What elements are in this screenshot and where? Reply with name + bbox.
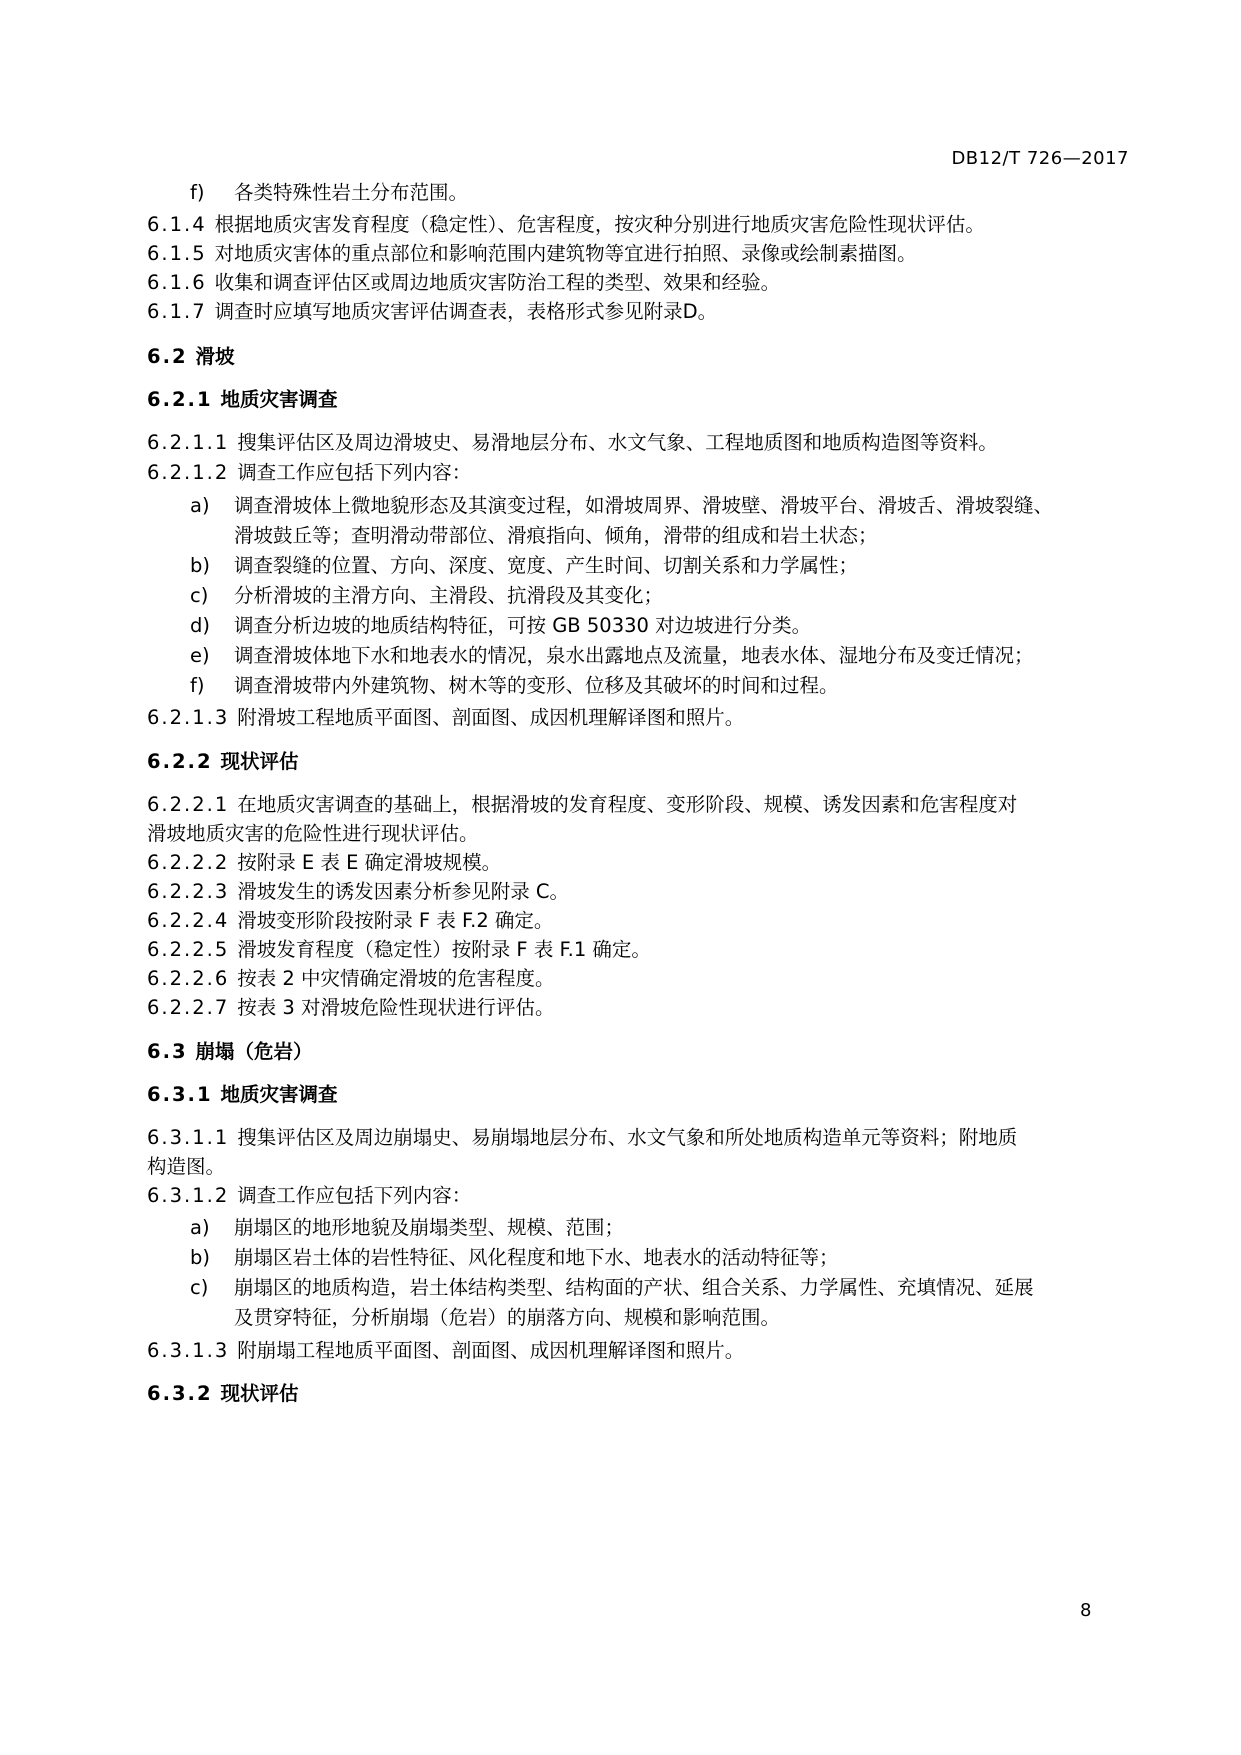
clause-number: 6.2.2.3	[147, 880, 230, 903]
item-text: 崩塌区岩土体的岩性特征、风化程度和地下水、地表水的活动特征等；	[234, 1246, 839, 1269]
clause-text: 收集和调查评估区或周边地质灾害防治工程的类型、效果和经验。	[214, 271, 781, 294]
clause-text: 按附录 E 表 E 确定滑坡规模。	[237, 851, 502, 874]
clause-6-3-1-1-continuation: 构造图。	[147, 1155, 226, 1178]
list-item-a	[190, 491, 1130, 521]
clause-text: 附崩塌工程地质平面图、剖面图、成因机理解译图和照片。	[237, 1339, 745, 1362]
clause-number: 6.2.2.7	[147, 996, 230, 1019]
section-number: 6.3	[147, 1040, 188, 1063]
clause-6-2-1-1	[147, 428, 1127, 458]
list-item-f	[190, 671, 1130, 701]
item-label: c)	[190, 584, 209, 607]
list-item-c	[190, 581, 1130, 611]
item-text: 调查滑坡体地下水和地表水的情况，泉水出露地点及流量，地表水体、湿地分布及变迁情况；	[234, 644, 1034, 667]
clause-6-1-4	[147, 210, 1127, 240]
clause-text: 附滑坡工程地质平面图、剖面图、成因机理解译图和照片。	[237, 706, 745, 729]
clause-number: 6.1.6	[147, 271, 207, 294]
item-label: a)	[190, 494, 210, 517]
item-label: a)	[190, 1216, 210, 1239]
clause-6-2-2-7	[147, 993, 1127, 1023]
list-item-c	[190, 1273, 1130, 1303]
item-text: 调查滑坡体上微地貌形态及其演变过程，如滑坡周界、滑坡壁、滑坡平台、滑坡舌、滑坡裂缝、	[234, 494, 1054, 517]
section-number: 6.3.2	[147, 1382, 213, 1405]
section-heading-6-3	[147, 1037, 1127, 1067]
item-label: f)	[190, 674, 205, 697]
clause-text: 按表 2 中灾情确定滑坡的危害程度。	[237, 967, 555, 990]
clause-number: 6.1.5	[147, 242, 207, 265]
clause-6-3-1-2	[147, 1181, 1127, 1211]
clause-text: 滑坡变形阶段按附录 F 表 F.2 确定。	[237, 909, 554, 932]
section-number: 6.2.1	[147, 388, 213, 411]
item-text: 调查分析边坡的地质结构特征，可按 GB 50330 对边坡进行分类。	[234, 614, 812, 637]
section-title: 地质灾害调查	[220, 1083, 338, 1106]
clause-6-1-5	[147, 239, 1127, 269]
page-number: 8	[1080, 1600, 1092, 1621]
clause-text: 滑坡发生的诱发因素分析参见附录 C。	[237, 880, 570, 903]
clause-6-2-2-2	[147, 848, 1127, 878]
clause-number: 6.2.1.2	[147, 461, 230, 484]
clause-6-2-2-1	[147, 790, 1127, 820]
clause-number: 6.3.1.1	[147, 1126, 230, 1149]
clause-text: 调查工作应包括下列内容：	[237, 461, 472, 484]
list-item-f	[190, 178, 1130, 208]
item-text: 分析滑坡的主滑方向、主滑段、抗滑段及其变化；	[234, 584, 664, 607]
clause-text: 根据地质灾害发育程度（稳定性）、危害程度，按灾种分别进行地质灾害危险性现状评估。	[214, 213, 985, 236]
list-item-b	[190, 551, 1130, 581]
clause-number: 6.2.2.5	[147, 938, 230, 961]
clause-number: 6.1.7	[147, 300, 207, 323]
clause-text: 对地质灾害体的重点部位和影响范围内建筑物等宜进行拍照、录像或绘制素描图。	[214, 242, 917, 265]
clause-6-3-1-3	[147, 1336, 1127, 1366]
section-number: 6.2	[147, 345, 188, 368]
item-text: 崩塌区的地形地貌及崩塌类型、规模、范围；	[234, 1216, 625, 1239]
item-label: c)	[190, 1276, 209, 1299]
clause-6-1-6	[147, 268, 1127, 298]
list-item-d	[190, 611, 1130, 641]
item-text: 调查滑坡带内外建筑物、树木等的变形、位移及其破坏的时间和过程。	[234, 674, 839, 697]
clause-6-2-1-3	[147, 703, 1127, 733]
section-heading-6-2-1	[147, 385, 1127, 415]
clause-number: 6.3.1.3	[147, 1339, 230, 1362]
section-title: 现状评估	[220, 1382, 299, 1405]
list-item-e	[190, 641, 1130, 671]
section-heading-6-3-2	[147, 1379, 1127, 1409]
item-label: f)	[190, 181, 205, 204]
clause-text: 调查时应填写地质灾害评估调查表，表格形式参见附录D。	[214, 300, 718, 323]
list-item-a	[190, 1213, 1130, 1243]
item-label: e)	[190, 644, 210, 667]
clause-text: 在地质灾害调查的基础上，根据滑坡的发育程度、变形阶段、规模、诱发因素和危害程度对	[237, 793, 1018, 816]
section-heading-6-3-1	[147, 1080, 1127, 1110]
clause-number: 6.2.1.1	[147, 431, 230, 454]
item-text: 调查裂缝的位置、方向、深度、宽度、产生时间、切割关系和力学属性；	[234, 554, 859, 577]
clause-6-3-1-1	[147, 1123, 1127, 1153]
item-text: 崩塌区的地质构造，岩土体结构类型、结构面的产状、组合关系、力学属性、充填情况、延展	[234, 1276, 1034, 1299]
item-text: 各类特殊性岩土分布范围。	[234, 181, 469, 204]
clause-6-2-2-3	[147, 877, 1127, 907]
section-heading-6-2-2	[147, 747, 1127, 777]
document-code: DB12/T 726—2017	[951, 148, 1129, 169]
item-label: b)	[190, 1246, 210, 1269]
section-title: 现状评估	[220, 750, 299, 773]
section-title: 地质灾害调查	[220, 388, 338, 411]
clause-6-2-1-2	[147, 458, 1127, 488]
clause-6-2-2-4	[147, 906, 1127, 936]
clause-6-2-2-1-continuation: 滑坡地质灾害的危险性进行现状评估。	[147, 822, 479, 845]
item-label: b)	[190, 554, 210, 577]
clause-number: 6.2.2.2	[147, 851, 230, 874]
list-item-a-continuation: 滑坡鼓丘等；查明滑动带部位、滑痕指向、倾角，滑带的组成和岩土状态；	[234, 524, 878, 547]
section-title: 崩塌（危岩）	[195, 1040, 313, 1063]
section-title: 滑坡	[195, 345, 235, 368]
clause-text: 滑坡发育程度（稳定性）按附录 F 表 F.1 确定。	[237, 938, 651, 961]
list-item-c-continuation: 及贯穿特征，分析崩塌（危岩）的崩落方向、规模和影响范围。	[234, 1306, 781, 1329]
clause-6-2-2-6	[147, 964, 1127, 994]
clause-6-1-7	[147, 297, 1127, 327]
clause-number: 6.2.2.6	[147, 967, 230, 990]
section-number: 6.2.2	[147, 750, 213, 773]
clause-number: 6.2.2.4	[147, 909, 230, 932]
clause-number: 6.3.1.2	[147, 1184, 230, 1207]
section-number: 6.3.1	[147, 1083, 213, 1106]
clause-number: 6.2.2.1	[147, 793, 230, 816]
clause-text: 按表 3 对滑坡危险性现状进行评估。	[237, 996, 555, 1019]
clause-number: 6.1.4	[147, 213, 207, 236]
clause-text: 搜集评估区及周边滑坡史、易滑地层分布、水文气象、工程地质图和地质构造图等资料。	[237, 431, 998, 454]
item-label: d)	[190, 614, 210, 637]
list-item-b	[190, 1243, 1130, 1273]
section-heading-6-2	[147, 342, 1127, 372]
clause-6-2-2-5	[147, 935, 1127, 965]
clause-number: 6.2.1.3	[147, 706, 230, 729]
clause-text: 搜集评估区及周边崩塌史、易崩塌地层分布、水文气象和所处地质构造单元等资料；附地质	[237, 1126, 1018, 1149]
clause-text: 调查工作应包括下列内容：	[237, 1184, 472, 1207]
